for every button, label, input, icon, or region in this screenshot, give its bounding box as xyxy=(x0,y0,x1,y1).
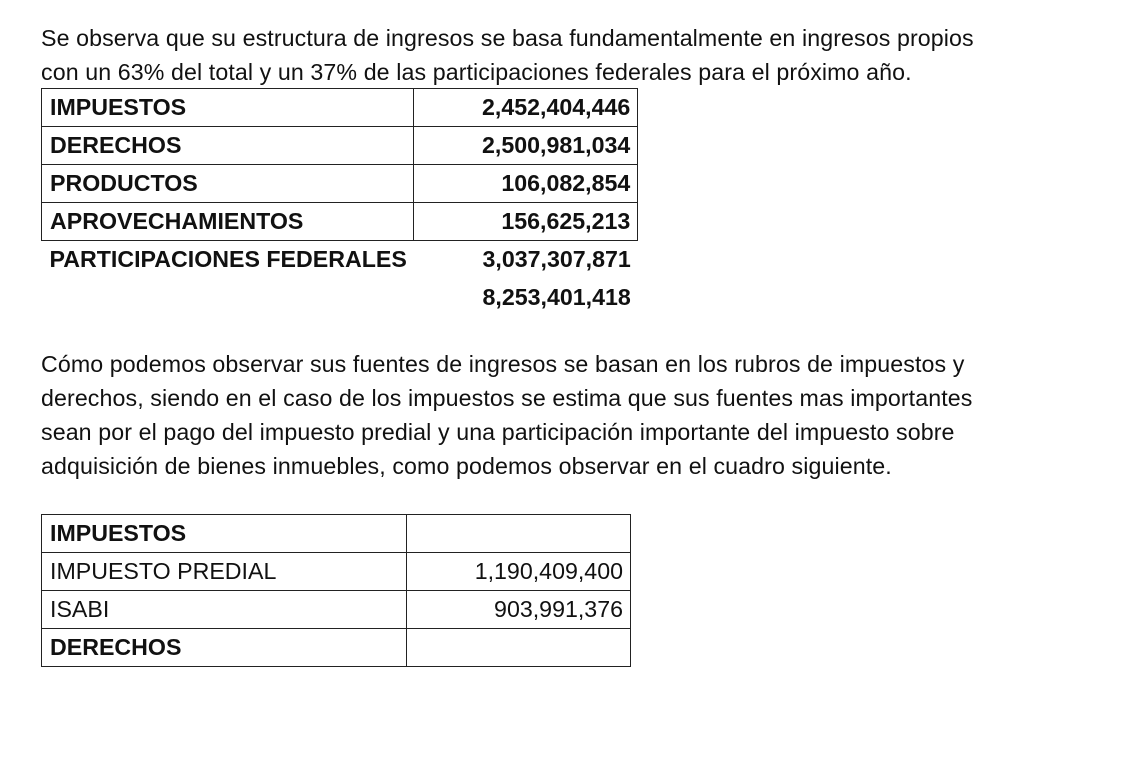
paragraph-line: sean por el pago del impuesto predial y una participación importante del impuesto sobre xyxy=(41,419,955,445)
row-label: PRODUCTOS xyxy=(42,165,414,203)
row-label xyxy=(42,279,414,317)
row-label: IMPUESTO PREDIAL xyxy=(42,553,407,591)
row-value: 903,991,376 xyxy=(407,591,631,629)
income-summary-table xyxy=(41,88,638,317)
intro-paragraph xyxy=(41,21,1071,89)
table-row xyxy=(42,629,631,667)
analysis-paragraph xyxy=(41,347,1071,483)
table-row xyxy=(42,89,638,127)
row-value: 2,452,404,446 xyxy=(414,89,638,127)
row-label: IMPUESTOS xyxy=(42,89,414,127)
table-row xyxy=(42,591,631,629)
section-header: DERECHOS xyxy=(42,629,407,667)
table-row xyxy=(42,515,631,553)
table-row xyxy=(42,553,631,591)
table-row xyxy=(42,203,638,241)
table-row xyxy=(42,241,638,279)
row-label: PARTICIPACIONES FEDERALES xyxy=(49,246,407,273)
paragraph-line: adquisición de bienes inmuebles, como podemos observar en el cuadro siguiente. xyxy=(41,453,892,479)
row-value xyxy=(407,629,631,667)
table-row xyxy=(42,165,638,203)
row-value: 2,500,981,034 xyxy=(414,127,638,165)
row-value xyxy=(407,515,631,553)
table-row xyxy=(42,127,638,165)
total-row xyxy=(42,279,638,317)
row-value: 156,625,213 xyxy=(414,203,638,241)
section-header: IMPUESTOS xyxy=(42,515,407,553)
paragraph-line: Cómo podemos observar sus fuentes de ingresos se basan en los rubros de impuestos y xyxy=(41,351,965,377)
paragraph-line: Se observa que su estructura de ingresos se basa fundamentalmente en ingresos propios xyxy=(41,25,974,51)
row-label: ISABI xyxy=(42,591,407,629)
row-label: DERECHOS xyxy=(42,127,414,165)
paragraph-line: derechos, siendo en el caso de los impuestos se estima que sus fuentes mas importantes xyxy=(41,385,973,411)
row-label: APROVECHAMIENTOS xyxy=(42,203,414,241)
tax-breakdown-table xyxy=(41,514,631,667)
total-value: 8,253,401,418 xyxy=(482,284,631,310)
row-value: 1,190,409,400 xyxy=(407,553,631,591)
paragraph-line: con un 63% del total y un 37% de las participaciones federales para el próximo año. xyxy=(41,59,912,85)
row-value: 106,082,854 xyxy=(414,165,638,203)
row-value: 3,037,307,871 xyxy=(482,246,631,273)
